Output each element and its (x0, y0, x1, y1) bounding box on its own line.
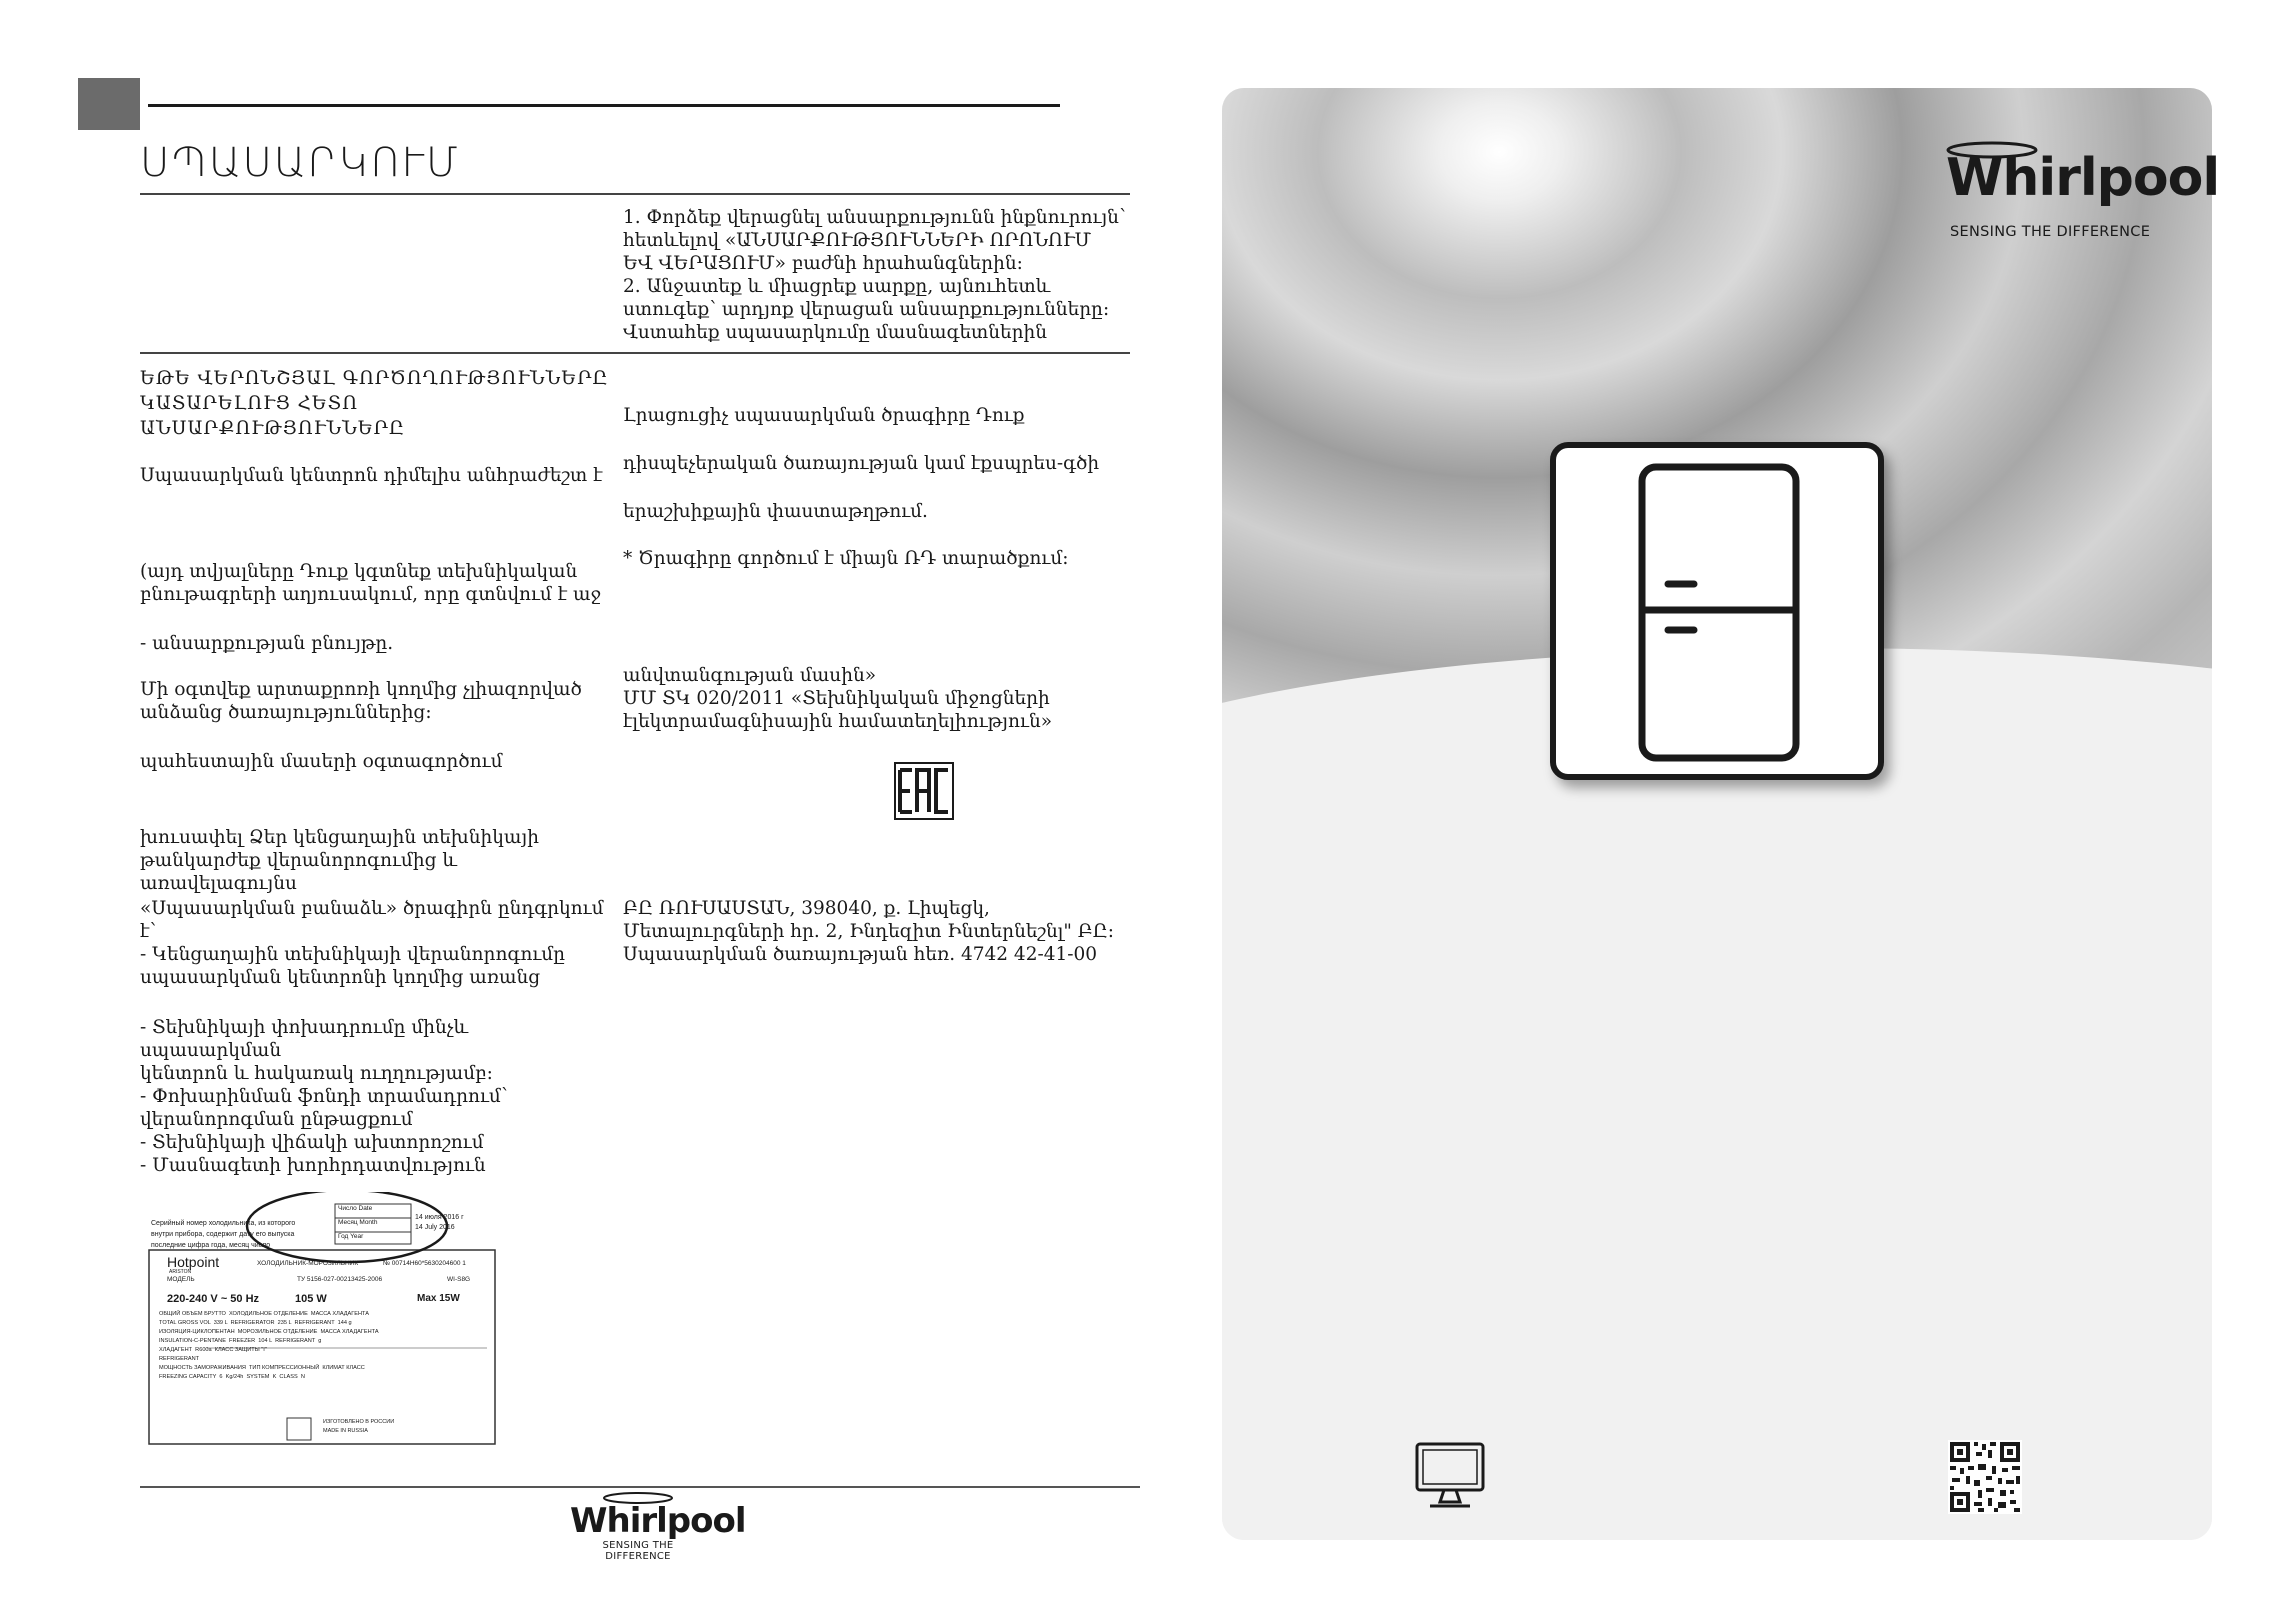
divider (140, 193, 1130, 195)
plate-spec-row: ХЛАДАГЕНТ R600a КЛАСС ЗАЩИТЫ "I" (159, 1347, 267, 1353)
plate-brand-sub: ARISTON (169, 1269, 192, 1275)
eac-mark-icon (894, 762, 954, 820)
plate-code: WI-S8G (447, 1276, 471, 1283)
left-paragraph: - անսարքության բնույթը. (140, 633, 394, 654)
plate-spec-row: ОБЩИЙ ОБЪЕМ БРУТТО ХОЛОДИЛЬНОЕ ОТДЕЛЕНИЕ МАССА ХЛАДАГЕНТА (159, 1311, 370, 1317)
right-paragraph: * Ծրագիրը գործում է միայն ՌԴ տարածքում: (623, 548, 1069, 569)
cover-panel (1222, 88, 2212, 1540)
section-marker (78, 78, 140, 130)
rating-plate (147, 1192, 497, 1446)
brand-tagline: SENSING THE DIFFERENCE (1950, 224, 2151, 240)
plate-spec-row: TOTAL GROSS VOL 339 L REFRIGERATOR 235 L REFRIGERANT 144 g (159, 1320, 352, 1326)
plate-spec-row: REFRIGERANT (159, 1356, 200, 1362)
brand-wordmark: Whirlpool (1946, 148, 2220, 208)
right-paragraph: ԲԸ ՌՈՒՍԱՍՏԱՆ, 398040, ք. Լիպեցկ, Մետալուրգների հր. 2, Ինդեզիտ Ինտերնեշնլ" ԲԸ: Սպասարկման ծառայության հեռ. 4742 42-41-00 (623, 898, 1115, 965)
plate-spec-row: FREEZING CAPACITY 6 Kg/24h SYSTEM K CLASS N (159, 1374, 305, 1380)
right-paragraph: երաշխիքային փաստաթղթում. (623, 501, 928, 522)
fridge-icon (1556, 448, 1878, 774)
right-paragraph: Լրացուցիչ սպասարկման ծրագիրը Դուք (623, 405, 1025, 426)
caps-heading: ԵԹԵ ՎԵՐՈՆՇՅԱԼ ԳՈՐԾՈՂՈՒԹՅՈՒՆՆԵՐԸ ԿԱՏԱՐԵԼՈՒՑ ՀԵՏՈ ԱՆՍԱՐՔՈՒԹՅՈՒՆՆԵՐԸ (140, 368, 609, 439)
plate-power: 105 W (295, 1293, 327, 1305)
plate-spec-row: ИЗОЛЯЦИЯ-ЦИКЛОПЕНТАН МОРОЗИЛЬНОЕ ОТДЕЛЕНИЕ МАССА ХЛАДАГЕНТА (159, 1329, 379, 1335)
steps-text: 1. Փորձեք վերացնել անսարքությունն ինքնուրույն՝ հետևելով «ԱՆՍԱՐՔՈՒԹՅՈՒՆՆԵՐԻ ՈՐՈՆՈՒՄ ԵՎ ՎԵՐԱՑՈՒՄ» բաժնի հրահանգներին: 2. Անջատեք և միացրեք սարքը, այնուհետև ստուգեք՝ արդյոք վերացան անսարքությունները: Վստահեք սպասարկումը մասնագետներին (623, 207, 1126, 343)
plate-note: Серийный номер холодильника, из которого внутри прибора, содержит дату его выпуска последние цифра года, месяц число (151, 1220, 296, 1249)
page-title: ՍՊԱՍԱՐԿՈՒՄ (140, 140, 460, 186)
plate-date-en: 14 July 2016 (415, 1224, 455, 1231)
fridge-icon-tile (1550, 442, 1884, 780)
plate-brand: Hotpoint (167, 1254, 220, 1270)
bottom-rule (140, 1486, 1140, 1488)
right-paragraph: անվտանգության մասին» ՄՄ ՏԿ 020/2011 «Տեխնիկական միջոցների էլեկտրամագնիսային համատեղելիություն» (623, 665, 1053, 732)
whirlpool-logo-bottom (570, 1490, 746, 1562)
plate-tu: ТУ 5156-027-00213425-2006 (297, 1276, 383, 1283)
left-paragraph: Սպասարկման կենտրոն դիմելիս անհրաժեշտ է (140, 465, 603, 486)
plate-serial: № 00714H60*5630204600 1 (383, 1260, 466, 1267)
plate-year-label: Год Year (338, 1233, 364, 1240)
cover-curve (1222, 648, 2212, 1540)
left-paragraph: (այդ տվյալները Դուք կգտնեք տեխնիկական բնութագրերի աղյուսակում, որը գտնվում է աջ (140, 561, 601, 605)
left-paragraph: խուսափել Ձեր կենցաղային տեխնիկայի թանկարժեք վերանորոգումից և առավելագույնս (140, 827, 539, 894)
plate-spec-row: INSULATION-C-PENTANE FREEZER 104 L REFRIGERANT g (159, 1338, 322, 1344)
qr-code-icon (1948, 1440, 2022, 1514)
top-rule (148, 104, 1060, 107)
left-paragraph: «Սպասարկման բանաձև» ծրագիրն ընդգրկում է՝ - Կենցաղային տեխնիկայի վերանորոգումը սպասարկման կենտրոնի կողմից առանց (140, 898, 604, 988)
plate-product: ХОЛОДИЛЬНИК-МОРОЗИЛЬНИК (257, 1260, 359, 1267)
plate-model: МОДЕЛЬ (167, 1276, 195, 1283)
plate-voltage: 220-240 V ~ 50 Hz (167, 1293, 260, 1305)
plate-lamp: Max 15W (417, 1293, 460, 1304)
plate-spec-row: МОЩНОСТЬ ЗАМОРАЖИВАНИЯ ТИП КОМПРЕССИОННЫЙ КЛИМАТ КЛАСС (159, 1365, 365, 1371)
left-paragraph: Մի օգտվեք արտաքրոռի կողմից չլիազորված անձանց ծառայություններից: (140, 679, 582, 723)
divider (140, 352, 1130, 354)
left-paragraph: - Տեխնիկայի փոխադրումը մինչև սպասարկման կենտրոն և հակառակ ուղղությամբ: - Փոխարինման ֆոնդի տրամադրում՝ վերանորոգման ընթացքում - Տեխնիկայի վիճակի ախտորոշում - Մասնագետի խորհրդատվություն (140, 1017, 508, 1176)
left-paragraph: պահեստային մասերի օգտագործում (140, 751, 503, 772)
plate-spec-rows (159, 1310, 489, 1382)
monitor-icon (1414, 1440, 1486, 1512)
plate-date-ru: 14 июля 2016 г (415, 1214, 464, 1221)
brand-tagline: SENSING THE DIFFERENCE (602, 1540, 674, 1562)
brand-wordmark: Whirlpool (570, 1501, 746, 1541)
right-paragraph: դիսպեչերական ծառայության կամ էքսպրես-գծի (623, 453, 1100, 474)
plate-month-label: Месяц Month (338, 1219, 378, 1226)
plate-made-in: ИЗГОТОВЛЕНО В РОССИИ MADE IN RUSSIA (323, 1419, 395, 1434)
plate-date-label: Число Date (338, 1205, 373, 1212)
